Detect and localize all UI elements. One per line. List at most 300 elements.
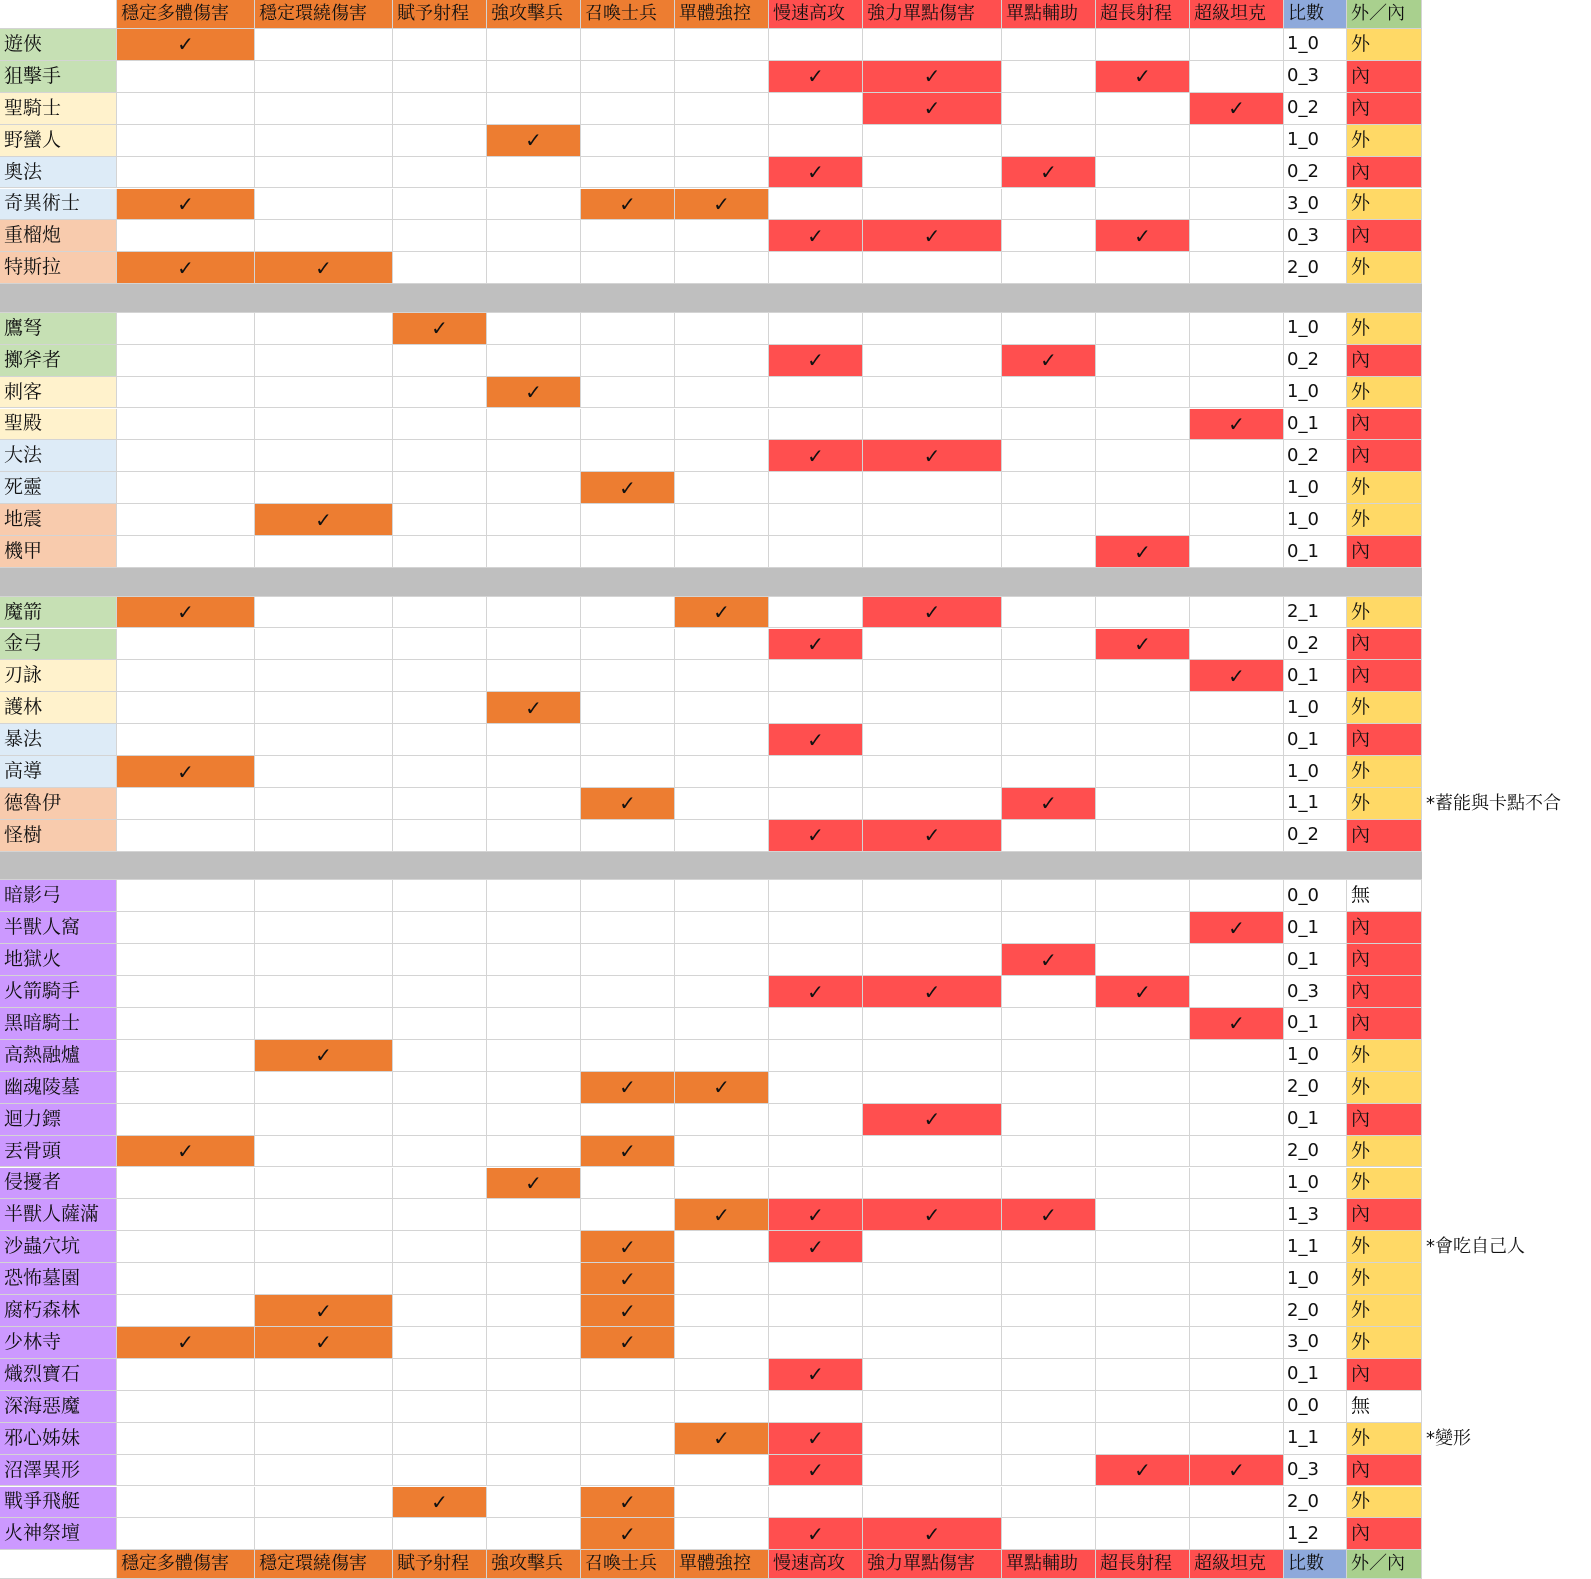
check-cell[interactable]: ✓ xyxy=(117,756,255,788)
check-cell[interactable]: ✓ xyxy=(581,788,675,820)
ratio-cell[interactable]: 2_0 xyxy=(1284,1072,1347,1104)
side-cell[interactable]: 外 xyxy=(1347,1040,1422,1072)
check-cell[interactable]: ✓ xyxy=(581,1327,675,1359)
empty-cell[interactable] xyxy=(1002,252,1096,284)
empty-cell[interactable] xyxy=(769,660,863,692)
check-cell[interactable]: ✓ xyxy=(117,189,255,221)
ratio-cell[interactable]: 0_1 xyxy=(1284,1359,1347,1391)
empty-cell[interactable] xyxy=(255,756,393,788)
empty-cell[interactable] xyxy=(487,93,581,125)
empty-cell[interactable] xyxy=(581,1168,675,1200)
top-header-5[interactable]: 召喚士兵 xyxy=(581,0,675,29)
empty-cell[interactable] xyxy=(581,409,675,441)
empty-cell[interactable] xyxy=(487,313,581,345)
check-cell[interactable]: ✓ xyxy=(255,1295,393,1327)
empty-cell[interactable] xyxy=(255,93,393,125)
empty-cell[interactable] xyxy=(1190,252,1284,284)
empty-cell[interactable] xyxy=(863,788,1002,820)
empty-cell[interactable] xyxy=(117,1104,255,1136)
ratio-cell[interactable]: 1_3 xyxy=(1284,1199,1347,1231)
top-header-1[interactable]: 穩定多體傷害 xyxy=(117,0,255,29)
empty-cell[interactable] xyxy=(393,504,487,536)
empty-cell[interactable] xyxy=(1096,1199,1190,1231)
empty-cell[interactable] xyxy=(675,692,769,724)
empty-cell[interactable] xyxy=(1190,1487,1284,1519)
empty-cell[interactable] xyxy=(393,1104,487,1136)
empty-cell[interactable] xyxy=(675,976,769,1008)
ratio-cell[interactable]: 1_0 xyxy=(1284,756,1347,788)
empty-cell[interactable] xyxy=(581,29,675,61)
empty-cell[interactable] xyxy=(255,1391,393,1423)
empty-cell[interactable] xyxy=(1096,1263,1190,1295)
side-cell[interactable]: 內 xyxy=(1347,440,1422,472)
ratio-cell[interactable]: 1_2 xyxy=(1284,1518,1347,1550)
empty-cell[interactable] xyxy=(487,1136,581,1168)
empty-cell[interactable] xyxy=(117,536,255,568)
empty-cell[interactable] xyxy=(487,660,581,692)
empty-cell[interactable] xyxy=(581,660,675,692)
empty-cell[interactable] xyxy=(675,1327,769,1359)
empty-cell[interactable] xyxy=(675,1168,769,1200)
empty-cell[interactable] xyxy=(117,345,255,377)
empty-cell[interactable] xyxy=(675,1104,769,1136)
empty-cell[interactable] xyxy=(1190,788,1284,820)
check-cell[interactable]: ✓ xyxy=(1190,1455,1284,1487)
check-cell[interactable]: ✓ xyxy=(1190,912,1284,944)
check-cell[interactable]: ✓ xyxy=(769,345,863,377)
row-name-cell[interactable]: 奧法 xyxy=(0,157,117,189)
empty-cell[interactable] xyxy=(863,1359,1002,1391)
check-cell[interactable]: ✓ xyxy=(255,1040,393,1072)
empty-cell[interactable] xyxy=(769,125,863,157)
empty-cell[interactable] xyxy=(675,252,769,284)
empty-cell[interactable] xyxy=(1096,944,1190,976)
empty-cell[interactable] xyxy=(675,440,769,472)
empty-cell[interactable] xyxy=(675,377,769,409)
empty-cell[interactable] xyxy=(675,756,769,788)
empty-cell[interactable] xyxy=(117,692,255,724)
row-name-cell[interactable]: 遊俠 xyxy=(0,29,117,61)
empty-cell[interactable] xyxy=(393,345,487,377)
side-cell[interactable]: 內 xyxy=(1347,1008,1422,1040)
empty-cell[interactable] xyxy=(1190,629,1284,661)
empty-cell[interactable] xyxy=(1190,1168,1284,1200)
empty-cell[interactable] xyxy=(117,1518,255,1550)
empty-cell[interactable] xyxy=(1190,1104,1284,1136)
empty-cell[interactable] xyxy=(393,1327,487,1359)
row-name-cell[interactable]: 深海惡魔 xyxy=(0,1391,117,1423)
empty-cell[interactable] xyxy=(1002,1168,1096,1200)
empty-cell[interactable] xyxy=(117,440,255,472)
check-cell[interactable]: ✓ xyxy=(117,1136,255,1168)
empty-cell[interactable] xyxy=(487,220,581,252)
ratio-cell[interactable]: 1_0 xyxy=(1284,377,1347,409)
row-name-cell[interactable]: 地獄火 xyxy=(0,944,117,976)
empty-cell[interactable] xyxy=(1190,377,1284,409)
row-name-cell[interactable]: 暗影弓 xyxy=(0,880,117,912)
empty-cell[interactable] xyxy=(675,504,769,536)
empty-cell[interactable] xyxy=(1002,1487,1096,1519)
empty-cell[interactable] xyxy=(487,1040,581,1072)
empty-cell[interactable] xyxy=(117,1455,255,1487)
empty-cell[interactable] xyxy=(393,157,487,189)
empty-cell[interactable] xyxy=(581,1040,675,1072)
ratio-cell[interactable]: 0_1 xyxy=(1284,409,1347,441)
empty-cell[interactable] xyxy=(863,1231,1002,1263)
empty-cell[interactable] xyxy=(769,536,863,568)
ratio-cell[interactable]: 2_0 xyxy=(1284,1136,1347,1168)
empty-cell[interactable] xyxy=(581,125,675,157)
side-cell[interactable]: 內 xyxy=(1347,724,1422,756)
empty-cell[interactable] xyxy=(255,597,393,629)
empty-cell[interactable] xyxy=(1096,1104,1190,1136)
empty-cell[interactable] xyxy=(255,1168,393,1200)
empty-cell[interactable] xyxy=(581,377,675,409)
check-cell[interactable]: ✓ xyxy=(1002,1199,1096,1231)
row-name-cell[interactable]: 大法 xyxy=(0,440,117,472)
row-name-cell[interactable]: 野蠻人 xyxy=(0,125,117,157)
empty-cell[interactable] xyxy=(769,29,863,61)
empty-cell[interactable] xyxy=(117,912,255,944)
empty-cell[interactable] xyxy=(581,756,675,788)
empty-cell[interactable] xyxy=(1096,1518,1190,1550)
top-header-8[interactable]: 強力單點傷害 xyxy=(863,0,1002,29)
side-cell[interactable]: 外 xyxy=(1347,252,1422,284)
side-cell[interactable]: 無 xyxy=(1347,1391,1422,1423)
side-cell[interactable]: 內 xyxy=(1347,157,1422,189)
empty-cell[interactable] xyxy=(487,597,581,629)
check-cell[interactable]: ✓ xyxy=(863,976,1002,1008)
empty-cell[interactable] xyxy=(581,912,675,944)
side-cell[interactable]: 外 xyxy=(1347,756,1422,788)
bottom-header-10[interactable]: 超長射程 xyxy=(1096,1550,1190,1579)
empty-cell[interactable] xyxy=(1002,377,1096,409)
empty-cell[interactable] xyxy=(117,1423,255,1455)
empty-cell[interactable] xyxy=(863,1423,1002,1455)
check-cell[interactable]: ✓ xyxy=(255,1327,393,1359)
empty-cell[interactable] xyxy=(1002,724,1096,756)
empty-cell[interactable] xyxy=(117,125,255,157)
empty-cell[interactable] xyxy=(487,880,581,912)
empty-cell[interactable] xyxy=(393,29,487,61)
check-cell[interactable]: ✓ xyxy=(117,1327,255,1359)
empty-cell[interactable] xyxy=(675,472,769,504)
empty-cell[interactable] xyxy=(1002,125,1096,157)
empty-cell[interactable] xyxy=(393,976,487,1008)
empty-cell[interactable] xyxy=(117,660,255,692)
empty-cell[interactable] xyxy=(393,1136,487,1168)
check-cell[interactable]: ✓ xyxy=(581,1487,675,1519)
empty-cell[interactable] xyxy=(487,944,581,976)
empty-cell[interactable] xyxy=(117,1072,255,1104)
empty-cell[interactable] xyxy=(675,61,769,93)
row-name-cell[interactable]: 聖騎士 xyxy=(0,93,117,125)
empty-cell[interactable] xyxy=(769,1327,863,1359)
empty-cell[interactable] xyxy=(255,29,393,61)
empty-cell[interactable] xyxy=(255,220,393,252)
empty-cell[interactable] xyxy=(1190,157,1284,189)
empty-cell[interactable] xyxy=(393,1231,487,1263)
empty-cell[interactable] xyxy=(1002,692,1096,724)
empty-cell[interactable] xyxy=(769,252,863,284)
side-cell[interactable]: 外 xyxy=(1347,1327,1422,1359)
empty-cell[interactable] xyxy=(393,756,487,788)
empty-cell[interactable] xyxy=(255,377,393,409)
side-cell[interactable]: 外 xyxy=(1347,29,1422,61)
bottom-header-8[interactable]: 強力單點傷害 xyxy=(863,1550,1002,1579)
side-cell[interactable]: 內 xyxy=(1347,536,1422,568)
empty-cell[interactable] xyxy=(117,313,255,345)
empty-cell[interactable] xyxy=(863,1391,1002,1423)
empty-cell[interactable] xyxy=(581,880,675,912)
empty-cell[interactable] xyxy=(769,1487,863,1519)
empty-cell[interactable] xyxy=(117,1263,255,1295)
empty-cell[interactable] xyxy=(1190,1231,1284,1263)
empty-cell[interactable] xyxy=(1096,788,1190,820)
empty-cell[interactable] xyxy=(1096,912,1190,944)
empty-cell[interactable] xyxy=(255,1263,393,1295)
empty-cell[interactable] xyxy=(393,440,487,472)
empty-cell[interactable] xyxy=(487,252,581,284)
empty-cell[interactable] xyxy=(1096,1072,1190,1104)
bottom-header-7[interactable]: 慢速高攻 xyxy=(769,1550,863,1579)
empty-cell[interactable] xyxy=(117,1295,255,1327)
empty-cell[interactable] xyxy=(1190,1263,1284,1295)
empty-cell[interactable] xyxy=(1002,880,1096,912)
empty-cell[interactable] xyxy=(1190,1072,1284,1104)
empty-cell[interactable] xyxy=(1096,692,1190,724)
empty-cell[interactable] xyxy=(1190,756,1284,788)
empty-cell[interactable] xyxy=(581,313,675,345)
check-cell[interactable]: ✓ xyxy=(863,820,1002,852)
empty-cell[interactable] xyxy=(1190,189,1284,221)
empty-cell[interactable] xyxy=(487,1199,581,1231)
check-cell[interactable]: ✓ xyxy=(393,313,487,345)
check-cell[interactable]: ✓ xyxy=(487,1168,581,1200)
empty-cell[interactable] xyxy=(255,1199,393,1231)
empty-cell[interactable] xyxy=(1002,1231,1096,1263)
empty-cell[interactable] xyxy=(1190,1040,1284,1072)
empty-cell[interactable] xyxy=(393,880,487,912)
empty-cell[interactable] xyxy=(487,1295,581,1327)
bottom-corner-cell[interactable] xyxy=(0,1550,117,1579)
empty-cell[interactable] xyxy=(1096,189,1190,221)
empty-cell[interactable] xyxy=(1096,820,1190,852)
empty-cell[interactable] xyxy=(487,536,581,568)
check-cell[interactable]: ✓ xyxy=(863,597,1002,629)
empty-cell[interactable] xyxy=(863,1040,1002,1072)
empty-cell[interactable] xyxy=(1002,1263,1096,1295)
side-cell[interactable]: 外 xyxy=(1347,377,1422,409)
empty-cell[interactable] xyxy=(581,440,675,472)
empty-cell[interactable] xyxy=(255,189,393,221)
empty-cell[interactable] xyxy=(1096,1136,1190,1168)
empty-cell[interactable] xyxy=(675,788,769,820)
empty-cell[interactable] xyxy=(1190,820,1284,852)
empty-cell[interactable] xyxy=(255,880,393,912)
empty-cell[interactable] xyxy=(863,944,1002,976)
side-cell[interactable]: 內 xyxy=(1347,345,1422,377)
empty-cell[interactable] xyxy=(393,692,487,724)
row-name-cell[interactable]: 戰爭飛艇 xyxy=(0,1487,117,1519)
empty-cell[interactable] xyxy=(1096,252,1190,284)
check-cell[interactable]: ✓ xyxy=(769,1199,863,1231)
empty-cell[interactable] xyxy=(117,220,255,252)
empty-cell[interactable] xyxy=(1002,1455,1096,1487)
empty-cell[interactable] xyxy=(675,912,769,944)
side-cell[interactable]: 外 xyxy=(1347,788,1422,820)
empty-cell[interactable] xyxy=(863,756,1002,788)
empty-cell[interactable] xyxy=(581,157,675,189)
ratio-cell[interactable]: 2_1 xyxy=(1284,597,1347,629)
row-name-cell[interactable]: 刃詠 xyxy=(0,660,117,692)
row-name-cell[interactable]: 黑暗騎士 xyxy=(0,1008,117,1040)
empty-cell[interactable] xyxy=(117,1391,255,1423)
empty-cell[interactable] xyxy=(1096,313,1190,345)
empty-cell[interactable] xyxy=(1002,1136,1096,1168)
empty-cell[interactable] xyxy=(487,1391,581,1423)
side-cell[interactable]: 無 xyxy=(1347,880,1422,912)
empty-cell[interactable] xyxy=(393,724,487,756)
empty-cell[interactable] xyxy=(1190,220,1284,252)
bottom-header-9[interactable]: 單點輔助 xyxy=(1002,1550,1096,1579)
empty-cell[interactable] xyxy=(1096,880,1190,912)
empty-cell[interactable] xyxy=(1002,912,1096,944)
empty-cell[interactable] xyxy=(675,1295,769,1327)
empty-cell[interactable] xyxy=(581,629,675,661)
check-cell[interactable]: ✓ xyxy=(675,1423,769,1455)
empty-cell[interactable] xyxy=(1002,504,1096,536)
empty-cell[interactable] xyxy=(393,788,487,820)
empty-cell[interactable] xyxy=(1002,660,1096,692)
side-cell[interactable]: 內 xyxy=(1347,912,1422,944)
empty-cell[interactable] xyxy=(255,536,393,568)
row-name-cell[interactable]: 刺客 xyxy=(0,377,117,409)
top-header-6[interactable]: 單體強控 xyxy=(675,0,769,29)
empty-cell[interactable] xyxy=(581,1104,675,1136)
ratio-cell[interactable]: 2_0 xyxy=(1284,1295,1347,1327)
check-cell[interactable]: ✓ xyxy=(117,252,255,284)
empty-cell[interactable] xyxy=(675,820,769,852)
empty-cell[interactable] xyxy=(393,1008,487,1040)
check-cell[interactable]: ✓ xyxy=(581,1263,675,1295)
empty-cell[interactable] xyxy=(1190,345,1284,377)
ratio-cell[interactable]: 0_2 xyxy=(1284,345,1347,377)
empty-cell[interactable] xyxy=(255,409,393,441)
ratio-cell[interactable]: 1_0 xyxy=(1284,472,1347,504)
empty-cell[interactable] xyxy=(117,820,255,852)
empty-cell[interactable] xyxy=(393,1263,487,1295)
empty-cell[interactable] xyxy=(487,1263,581,1295)
empty-cell[interactable] xyxy=(675,1518,769,1550)
empty-cell[interactable] xyxy=(393,820,487,852)
ratio-cell[interactable]: 0_3 xyxy=(1284,61,1347,93)
empty-cell[interactable] xyxy=(581,1391,675,1423)
empty-cell[interactable] xyxy=(487,1072,581,1104)
empty-cell[interactable] xyxy=(1190,1518,1284,1550)
empty-cell[interactable] xyxy=(255,1455,393,1487)
empty-cell[interactable] xyxy=(1096,440,1190,472)
empty-cell[interactable] xyxy=(1096,756,1190,788)
side-cell[interactable]: 外 xyxy=(1347,1231,1422,1263)
side-cell[interactable]: 外 xyxy=(1347,1072,1422,1104)
empty-cell[interactable] xyxy=(1190,1295,1284,1327)
empty-cell[interactable] xyxy=(1002,1359,1096,1391)
side-cell[interactable]: 內 xyxy=(1347,1518,1422,1550)
ratio-cell[interactable]: 0_1 xyxy=(1284,1104,1347,1136)
empty-cell[interactable] xyxy=(863,1487,1002,1519)
empty-cell[interactable] xyxy=(255,313,393,345)
ratio-cell[interactable]: 1_0 xyxy=(1284,1168,1347,1200)
empty-cell[interactable] xyxy=(117,504,255,536)
empty-cell[interactable] xyxy=(769,504,863,536)
ratio-cell[interactable]: 0_3 xyxy=(1284,220,1347,252)
empty-cell[interactable] xyxy=(487,1327,581,1359)
side-cell[interactable]: 內 xyxy=(1347,660,1422,692)
row-name-cell[interactable]: 金弓 xyxy=(0,629,117,661)
side-cell[interactable]: 內 xyxy=(1347,1359,1422,1391)
row-name-cell[interactable]: 地震 xyxy=(0,504,117,536)
empty-cell[interactable] xyxy=(769,756,863,788)
empty-cell[interactable] xyxy=(393,93,487,125)
check-cell[interactable]: ✓ xyxy=(769,157,863,189)
empty-cell[interactable] xyxy=(675,660,769,692)
empty-cell[interactable] xyxy=(255,1136,393,1168)
ratio-cell[interactable]: 0_3 xyxy=(1284,976,1347,1008)
empty-cell[interactable] xyxy=(1190,1327,1284,1359)
row-name-cell[interactable]: 聖殿 xyxy=(0,409,117,441)
empty-cell[interactable] xyxy=(769,1168,863,1200)
empty-cell[interactable] xyxy=(581,504,675,536)
empty-cell[interactable] xyxy=(769,1008,863,1040)
empty-cell[interactable] xyxy=(393,1199,487,1231)
check-cell[interactable]: ✓ xyxy=(769,629,863,661)
empty-cell[interactable] xyxy=(675,536,769,568)
row-name-cell[interactable]: 怪樹 xyxy=(0,820,117,852)
empty-cell[interactable] xyxy=(255,1008,393,1040)
empty-cell[interactable] xyxy=(581,252,675,284)
ratio-cell[interactable]: 0_1 xyxy=(1284,660,1347,692)
empty-cell[interactable] xyxy=(1190,1391,1284,1423)
empty-cell[interactable] xyxy=(769,692,863,724)
empty-cell[interactable] xyxy=(863,252,1002,284)
empty-cell[interactable] xyxy=(1096,1487,1190,1519)
empty-cell[interactable] xyxy=(1190,976,1284,1008)
empty-cell[interactable] xyxy=(1002,440,1096,472)
empty-cell[interactable] xyxy=(769,93,863,125)
empty-cell[interactable] xyxy=(393,472,487,504)
side-cell[interactable]: 外 xyxy=(1347,1263,1422,1295)
empty-cell[interactable] xyxy=(863,1008,1002,1040)
row-name-cell[interactable]: 高熱融爐 xyxy=(0,1040,117,1072)
empty-cell[interactable] xyxy=(1002,409,1096,441)
bottom-header-2[interactable]: 穩定環繞傷害 xyxy=(255,1550,393,1579)
check-cell[interactable]: ✓ xyxy=(1096,976,1190,1008)
empty-cell[interactable] xyxy=(1096,1295,1190,1327)
bottom-header-4[interactable]: 強攻擊兵 xyxy=(487,1550,581,1579)
ratio-cell[interactable]: 1_0 xyxy=(1284,504,1347,536)
row-name-cell[interactable]: 丟骨頭 xyxy=(0,1136,117,1168)
check-cell[interactable]: ✓ xyxy=(769,1231,863,1263)
check-cell[interactable]: ✓ xyxy=(769,1423,863,1455)
empty-cell[interactable] xyxy=(255,125,393,157)
empty-cell[interactable] xyxy=(393,1518,487,1550)
empty-cell[interactable] xyxy=(675,1359,769,1391)
check-cell[interactable]: ✓ xyxy=(1190,93,1284,125)
empty-cell[interactable] xyxy=(1096,1168,1190,1200)
empty-cell[interactable] xyxy=(675,220,769,252)
empty-cell[interactable] xyxy=(863,1327,1002,1359)
